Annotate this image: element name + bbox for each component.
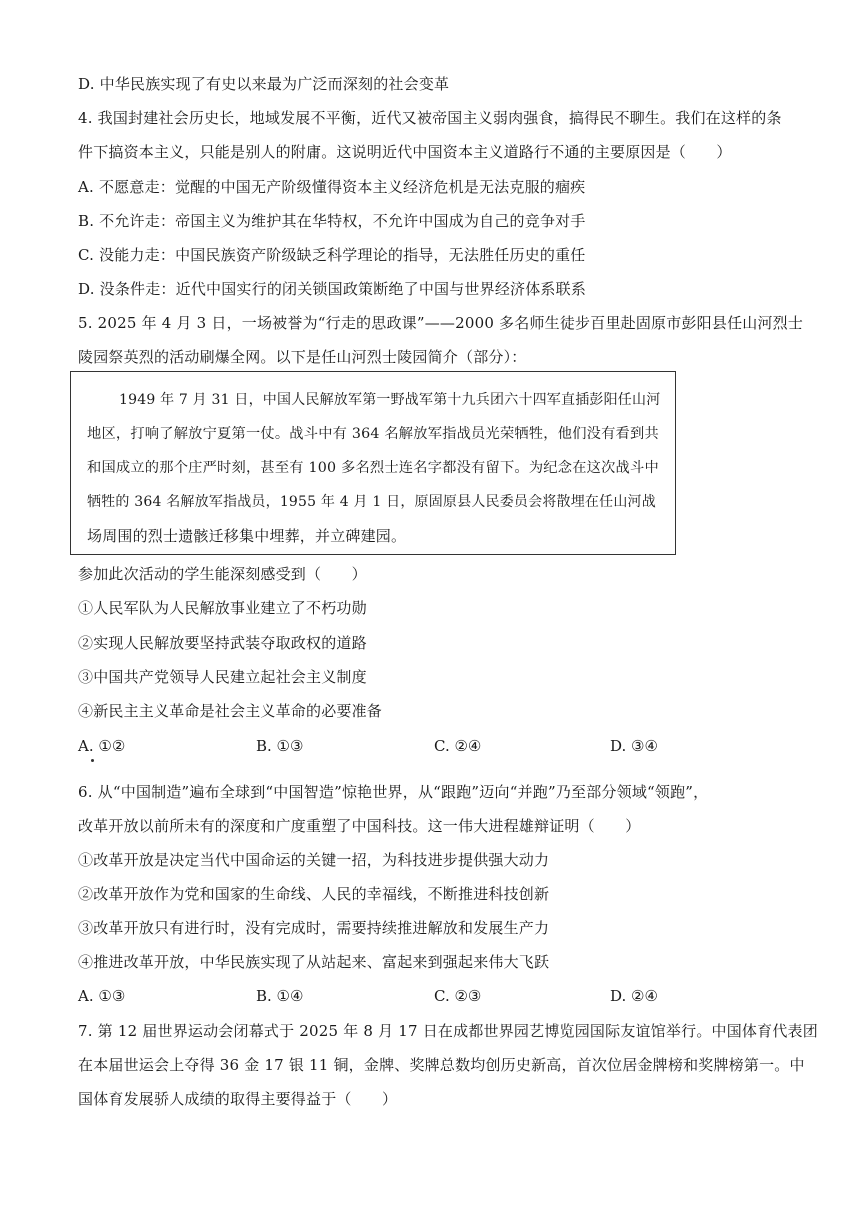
q6-statement-4: ④推进改革开放，中华民族实现了从站起来、富起来到强起来伟大飞跃 <box>78 953 550 971</box>
q7-stem-line-2: 在本届世运会上夺得 36 金 17 银 11 铜，金牌、奖牌总数均创历史新高，首次位居金牌榜和奖牌榜第一。中 <box>78 1056 805 1074</box>
q7-stem-line-1: 7. 第 12 届世界运动会闭幕式于 2025 年 8 月 17 日在成都世界园艺博览园国际友谊馆举行。中国体育代表团 <box>78 1022 818 1040</box>
q6-stem-line-1: 6. 从“中国制造”遍布全球到“中国智造”惊艳世界，从“跟跑”迈向“并跑”乃至部分领域“领跑”， <box>78 783 709 801</box>
q5-options <box>78 736 798 756</box>
q6-option-c: C. ②③ <box>434 987 482 1005</box>
q6-options <box>78 986 798 1006</box>
q4-stem-line-2: 件下搞资本主义，只能是别人的附庸。这说明近代中国资本主义道路行不通的主要原因是（ ） <box>78 143 732 161</box>
q5-material-line-5: 场周围的烈士遗骸迁移集中埋葬，并立碑建园。 <box>87 527 407 545</box>
q5-statement-4: ④新民主主义革命是社会主义革命的必要准备 <box>78 702 383 720</box>
q4-option-d: D. 没条件走：近代中国实行的闭关锁国政策断绝了中国与世界经济体系联系 <box>78 280 587 298</box>
q4-stem-line-1: 4. 我国封建社会历史长，地域发展不平衡，近代又被帝国主义弱肉强食，搞得民不聊生。我们在这样的条 <box>78 109 782 127</box>
q6-statement-1: ①改革开放是决定当代中国命运的关键一招，为科技进步提供强大动力 <box>78 851 550 869</box>
q5-statement-2: ②实现人民解放要坚持武装夺取政权的道路 <box>78 634 367 652</box>
q5-material-box <box>70 371 676 555</box>
q4-option-c: C. 没能力走：中国民族资产阶级缺乏科学理论的指导，无法胜任历史的重任 <box>78 246 586 264</box>
q5-option-c: C. ②④ <box>434 737 482 755</box>
q5-statement-1: ①人民军队为人民解放事业建立了不朽功勋 <box>78 599 367 617</box>
q5-material-line-1: 1949 年 7 月 31 日，中国人民解放军第一野战军第十九兵团六十四军直插彭阳任山河 <box>119 392 661 408</box>
q4-option-b: B. 不允许走：帝国主义为维护其在华特权，不允许中国成为自己的竞争对手 <box>78 212 586 230</box>
scan-speck <box>91 759 94 762</box>
q5-material-line-3: 和国成立的那个庄严时刻，甚至有 100 多名烈士连名字都没有留下。为纪念在这次战斗中 <box>87 460 659 476</box>
q5-material-line-2: 地区，打响了解放宁夏第一仗。战斗中有 364 名解放军指战员光荣牺牲，他们没有看到共 <box>87 426 659 442</box>
q6-statement-2: ②改革开放作为党和国家的生命线、人民的幸福线，不断推进科技创新 <box>78 885 550 903</box>
q5-option-d: D. ③④ <box>610 737 658 755</box>
q4-option-a: A. 不愿意走：觉醒的中国无产阶级懂得资本主义经济危机是无法克服的痼疾 <box>78 178 586 196</box>
q5-option-b: B. ①③ <box>256 737 304 755</box>
q7-stem-line-3: 国体育发展骄人成绩的取得主要得益于（ ） <box>78 1090 398 1108</box>
q5-stem-line-1: 5. 2025 年 4 月 3 日，一场被誉为“行走的思政课”——2000 多名师生徒步百里赴固原市彭阳县任山河烈士 <box>78 314 804 332</box>
q5-stem-line-3: 参加此次活动的学生能深刻感受到（ ） <box>78 565 367 583</box>
q5-option-a: A. ①② <box>78 737 126 755</box>
q5-statement-3: ③中国共产党领导人民建立起社会主义制度 <box>78 668 367 686</box>
q6-stem-line-2: 改革开放以前所未有的深度和广度重塑了中国科技。这一伟大进程雄辩证明（ ） <box>78 817 641 835</box>
q5-stem-line-2: 陵园祭英烈的活动刷爆全网。以下是任山河烈士陵园简介（部分）： <box>78 348 527 366</box>
q6-option-b: B. ①④ <box>256 987 304 1005</box>
q5-material-line-4: 牺牲的 364 名解放军指战员，1955 年 4 月 1 日，原固原县人民委员会将散埋在任山河战 <box>87 494 656 510</box>
q6-statement-3: ③改革开放只有进行时，没有完成时，需要持续推进解放和发展生产力 <box>78 919 550 937</box>
line-q3-option-d: D. 中华民族实现了有史以来最为广泛而深刻的社会变革 <box>78 75 450 93</box>
q6-option-a: A. ①③ <box>78 987 126 1005</box>
q6-option-d: D. ②④ <box>610 987 658 1005</box>
